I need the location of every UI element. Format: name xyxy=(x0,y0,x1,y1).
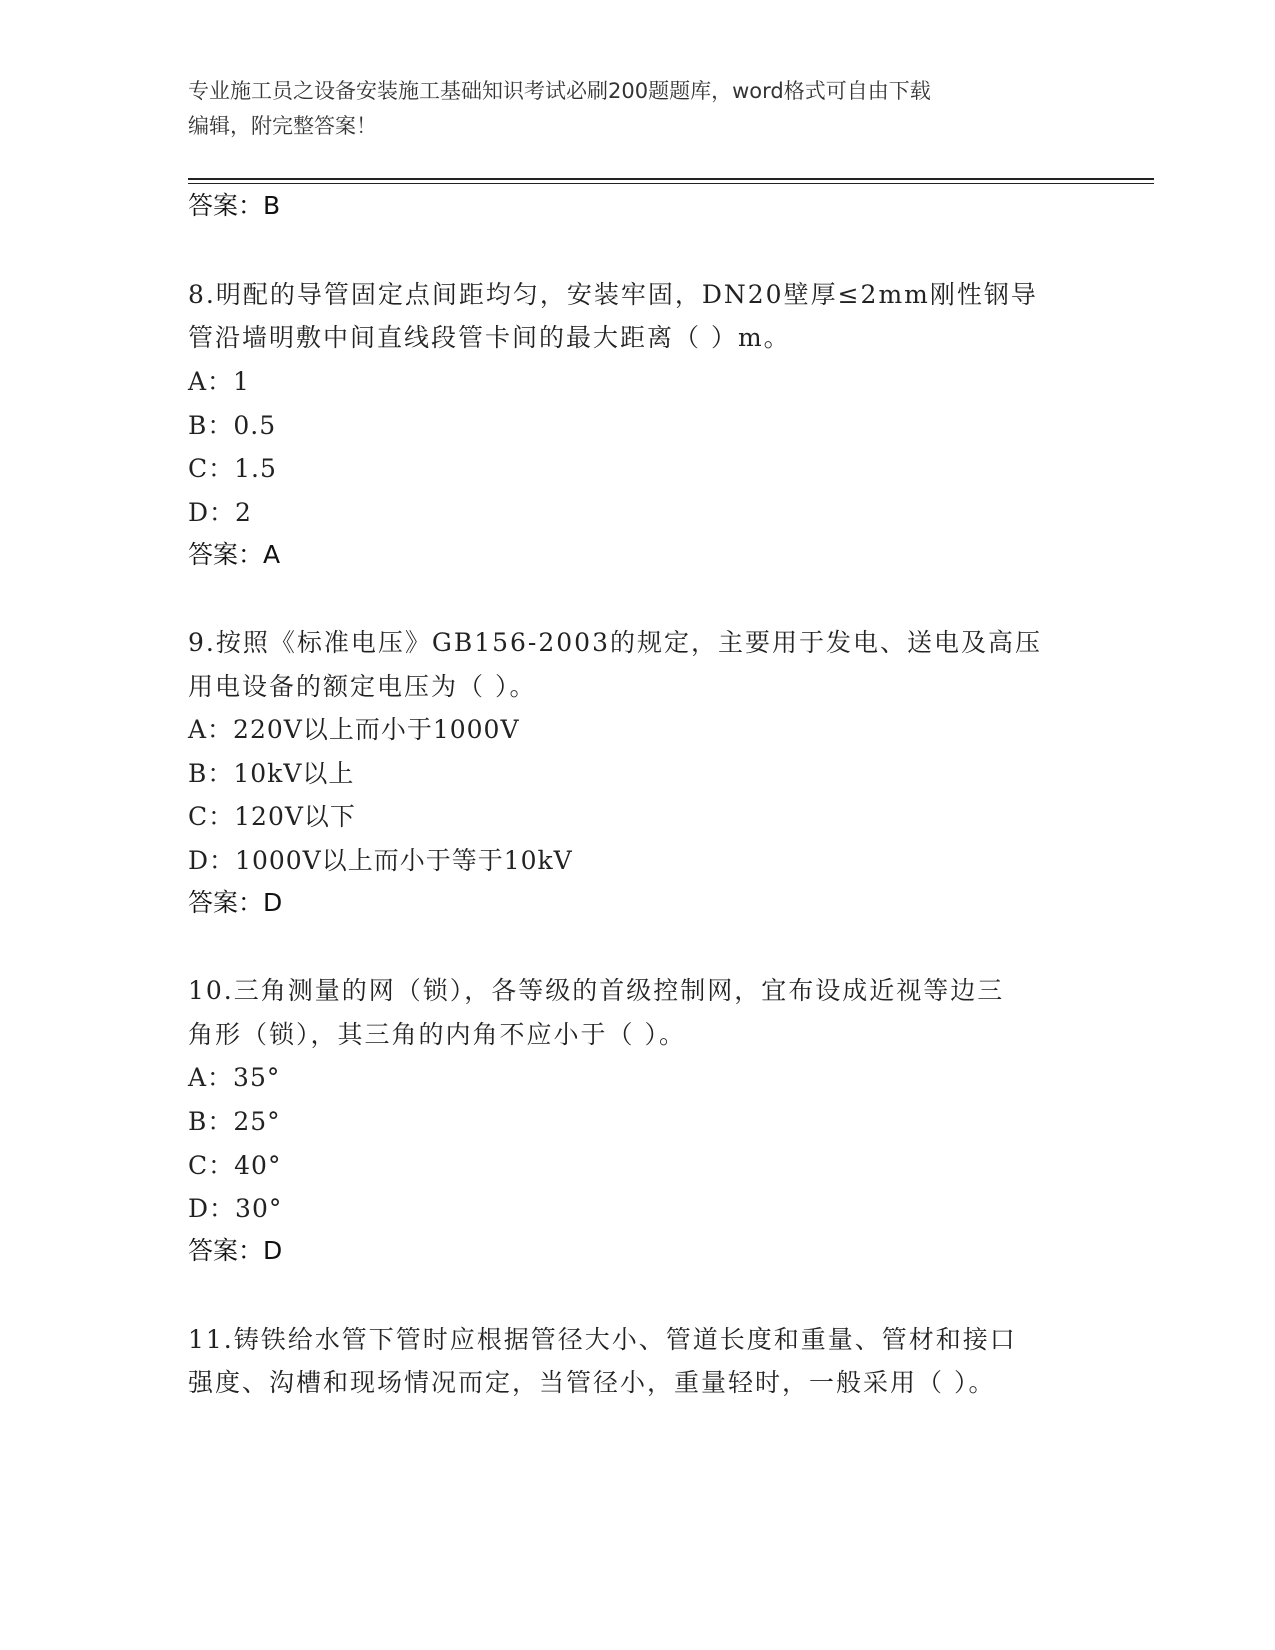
question-8-line-1: 8.明配的导管固定点间距均匀，安装牢固，DN20壁厚≤2mm刚性钢导 xyxy=(188,280,1038,309)
question-10-option-a: A：35° xyxy=(188,1063,281,1092)
question-9-option-c: C：120V以下 xyxy=(188,802,356,831)
question-8-option-c: C：1.5 xyxy=(188,454,277,483)
question-10-option-b: B：25° xyxy=(188,1107,281,1136)
previous-answer: 答案：B xyxy=(188,191,281,220)
question-11-line-2: 强度、沟槽和现场情况而定，当管径小，重量轻时，一般采用（ ）。 xyxy=(188,1368,996,1397)
question-8-answer: 答案：A xyxy=(188,540,281,569)
header-divider-thick xyxy=(188,178,1154,180)
header-line-2: 编辑，附完整答案！ xyxy=(188,114,377,138)
question-9-answer: 答案：D xyxy=(188,888,283,917)
document-header xyxy=(188,74,1068,144)
question-9-option-d: D：1000V以上而小于等于10kV xyxy=(188,846,573,875)
question-11-line-1: 11.铸铁给水管下管时应根据管径大小、管道长度和重量、管材和接口 xyxy=(188,1325,1017,1354)
question-8-option-b: B：0.5 xyxy=(188,411,277,440)
question-9-option-b: B：10kV以上 xyxy=(188,759,355,788)
question-9-line-1: 9.按照《标准电压》GB156-2003的规定，主要用于发电、送电及高压 xyxy=(188,628,1042,657)
question-10-option-c: C：40° xyxy=(188,1151,282,1180)
question-8-option-d: D：2 xyxy=(188,498,252,527)
question-10-answer: 答案：D xyxy=(188,1236,283,1265)
question-10-line-1: 10.三角测量的网（锁），各等级的首级控制网，宜布设成近视等边三 xyxy=(188,976,1005,1005)
question-10-line-2: 角形（锁），其三角的内角不应小于（ ）。 xyxy=(188,1020,686,1049)
question-8-line-2: 管沿墙明敷中间直线段管卡间的最大距离（ ）m。 xyxy=(188,323,791,352)
question-9-line-2: 用电设备的额定电压为（ ）。 xyxy=(188,672,537,701)
header-line-1: 专业施工员之设备安装施工基础知识考试必刷200题题库，word格式可自由下载 xyxy=(188,79,931,103)
header-divider-thin xyxy=(188,183,1154,184)
question-9-option-a: A：220V以上而小于1000V xyxy=(188,715,520,744)
question-8-option-a: A：1 xyxy=(188,367,250,396)
question-10-option-d: D：30° xyxy=(188,1194,283,1223)
